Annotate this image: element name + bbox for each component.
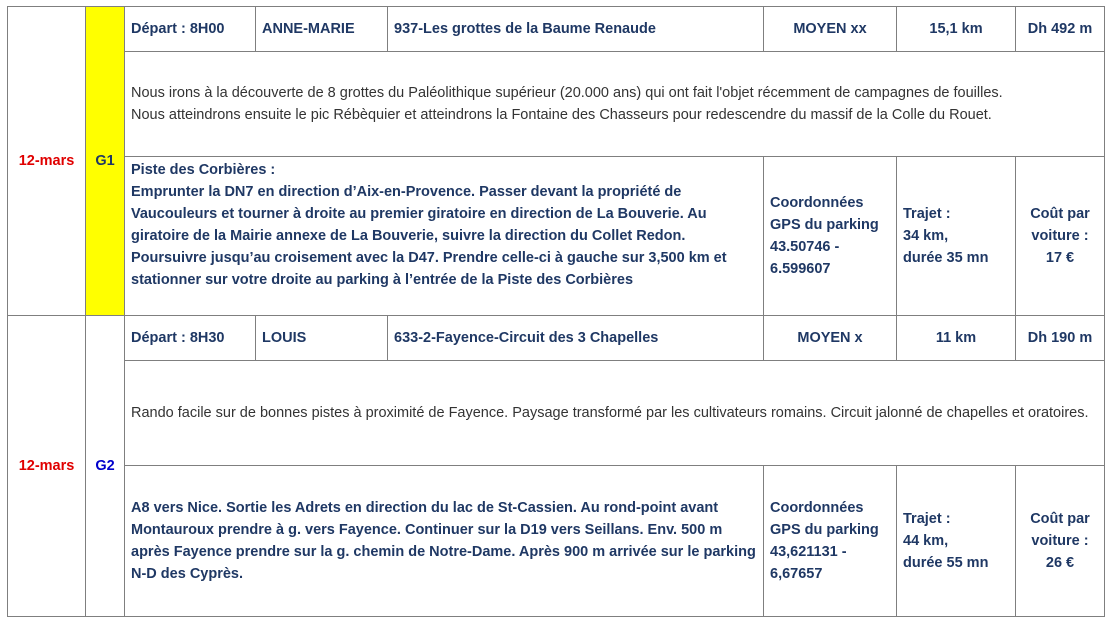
- hike-g2-depart: Départ : 8H30: [125, 316, 256, 361]
- hike-g1-level: MOYEN xx: [764, 7, 897, 52]
- hike-g2-trajet-km: 44 km,: [903, 533, 949, 549]
- hike-g1-trajet: [897, 157, 1016, 316]
- hike-g2-header-row: [8, 316, 1105, 361]
- hike-g1-description-line: Nous atteindrons ensuite le pic Rébèquier et atteindrons la Fontaine des Chasseurs pour redescendre du massif de la Colle du Rouet.: [131, 107, 992, 123]
- hike-g2-route-text: A8 vers Nice. Sortie les Adrets en direction du lac de St-Cassien. Au rond-point avant Montauroux prendre à g. vers Fayence. Continuer sur la D19 vers Seillans. Env. 500 m après Fayence prendre sur la g. chemin de Notre-Dame. Après 900 m arrivée sur le parking N-D des Cyprès.: [131, 500, 756, 582]
- hike-g2-route: [125, 466, 764, 617]
- hike-g2-description-line: Rando facile sur de bonnes pistes à proximité de Fayence. Paysage transformé par les cultivateurs romains. Circuit jalonné de chapelles et oratoires.: [131, 405, 1089, 421]
- hike-g2-trajet-duree: durée 55 mn: [903, 555, 989, 571]
- hike-g2-gps: [764, 466, 897, 617]
- hikes-table: [7, 6, 1105, 617]
- hike-g1-group: G1: [86, 7, 125, 316]
- hike-g1-route-title: Piste des Corbières :: [131, 162, 276, 178]
- hike-g1-route-row: [8, 157, 1105, 316]
- hike-g2-cout: [1016, 466, 1105, 617]
- hike-g1-depart: Départ : 8H00: [125, 7, 256, 52]
- hike-g1-cout: [1016, 157, 1105, 316]
- hike-g2-description: [125, 361, 1105, 466]
- hike-g2-elevation: Dh 190 m: [1016, 316, 1105, 361]
- hike-g1-gps: [764, 157, 897, 316]
- hike-g2-trajet: [897, 466, 1016, 617]
- hike-g1-trajet-label: Trajet :: [903, 206, 951, 222]
- hike-g2-cout-label: Coût par voiture :: [1030, 511, 1090, 549]
- hike-g1-trajet-duree: durée 35 mn: [903, 250, 989, 266]
- hike-g2-level: MOYEN x: [764, 316, 897, 361]
- hike-g2-route-row: [8, 466, 1105, 617]
- hike-g2-trajet-label: Trajet :: [903, 511, 951, 527]
- hike-g2-distance: 11 km: [897, 316, 1016, 361]
- hike-g2-cout-value: 26 €: [1045, 555, 1075, 571]
- hike-g2-title: 633-2-Fayence-Circuit des 3 Chapelles: [388, 316, 764, 361]
- hike-g2-guide: LOUIS: [256, 316, 388, 361]
- hike-g1-trajet-km: 34 km,: [903, 228, 949, 244]
- hike-g1-cout-value: 17 €: [1045, 250, 1075, 266]
- hike-g1-description-line: Nous irons à la découverte de 8 grottes du Paléolithique supérieur (20.000 ans) qui ont fait l'objet récemment de campagnes de fouilles.: [131, 85, 1003, 101]
- hike-g2-group: G2: [86, 316, 125, 617]
- hike-g1-cout-label: Coût par voiture :: [1030, 206, 1090, 244]
- hike-g1-gps-coords: 43.50746 - 6.599607: [770, 239, 840, 277]
- hike-g1-elevation: Dh 492 m: [1016, 7, 1105, 52]
- hike-g1-gps-label: Coordonnées GPS du parking: [770, 195, 879, 233]
- hike-g1-title: 937-Les grottes de la Baume Renaude: [388, 7, 764, 52]
- hike-g1-route-text: Emprunter la DN7 en direction d’Aix-en-Provence. Passer devant la propriété de Vaucouleurs et tourner à droite au premier giratoire en direction de La Bouverie. Au giratoire de la Mairie annexe de La Bouverie, suivre la direction du Collet Redon. Poursuivre jusqu’au croisement avec la D47. Prendre celle-ci à gauche sur 3,500 km et stationner sur votre droite au parking à l’entrée de la Piste des Corbières: [131, 184, 727, 288]
- hike-g2-description-row: [8, 361, 1105, 466]
- hike-g2-date: 12-mars: [8, 316, 86, 617]
- hike-g1-route: [125, 157, 764, 316]
- hike-g2-gps-coords: 43,621131 - 6,67657: [770, 544, 847, 582]
- hike-g1-distance: 15,1 km: [897, 7, 1016, 52]
- hike-g1-guide: ANNE-MARIE: [256, 7, 388, 52]
- hike-g1-date: 12-mars: [8, 7, 86, 316]
- hike-g2-gps-label: Coordonnées GPS du parking: [770, 500, 879, 538]
- hike-g1-description-row: [8, 52, 1105, 157]
- hike-g1-header-row: [8, 7, 1105, 52]
- hike-g1-description: [125, 52, 1105, 157]
